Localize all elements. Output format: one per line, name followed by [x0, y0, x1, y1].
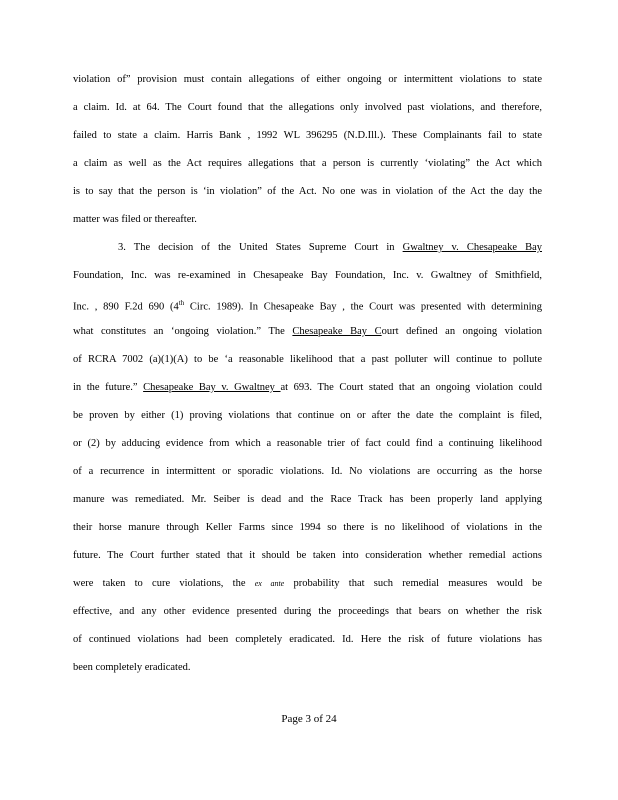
page-number-footer: Page 3 of 24: [281, 713, 337, 725]
text-line: [73, 577, 542, 590]
text-line: a claim. Id. at 64. The Court found that the allegations only involved past violations, and therefore,: [73, 102, 542, 113]
text-segment: were taken to cure violations, the: [73, 578, 255, 589]
text-line: of a recurrence in intermittent or sporadic violations. Id. No violations are occurring as the horse: [73, 466, 542, 477]
text-line: [118, 241, 542, 254]
text-line: [73, 297, 542, 314]
text-line: violation of” provision must contain allegations of either ongoing or intermittent violations to state: [73, 74, 542, 85]
case-citation: Gwaltney v. Chesapeake Bay: [402, 242, 542, 253]
text-line: of RCRA 7002 (a)(1)(A) to be ‘a reasonable likelihood that a past polluter will continue to pollute: [73, 354, 542, 365]
text-line: failed to state a claim. Harris Bank , 1992 WL 396295 (N.D.Ill.). These Complainants fail to state: [73, 130, 542, 141]
text-segment: in the future.”: [73, 382, 144, 393]
text-line: been completely eradicated.: [73, 662, 191, 673]
text-segment: Circ. 1989). In Chesapeake Bay , the Court was presented with determining: [184, 301, 542, 313]
case-citation: Chesapeake Bay v. Gwaltney: [143, 382, 281, 393]
case-citation: Chesapeake Bay C: [292, 326, 382, 337]
text-line: of continued violations had been completely eradicated. Id. Here the risk of future violations has: [73, 634, 542, 645]
text-line: their horse manure through Keller Farms since 1994 so there is no likelihood of violations in the: [73, 522, 542, 533]
text-segment: what constitutes an ‘ongoing violation.” The: [73, 326, 293, 337]
text-line: or (2) by adducing evidence from which a reasonable trier of fact could find a continuing likelihood: [73, 438, 542, 449]
text-segment: at 693. The Court stated that an ongoing violation could: [280, 382, 542, 393]
text-line: [73, 325, 542, 338]
text-segment: probability that such remedial measures would be: [284, 578, 542, 589]
text-line: [73, 381, 542, 394]
text-segment: Inc. , 890 F.2d 690 (4: [73, 301, 179, 313]
text-segment: 3. The decision of the United States Supreme Court in: [118, 242, 403, 253]
latin-term: ex ante: [254, 579, 285, 588]
superscript: th: [178, 299, 185, 307]
text-line: future. The Court further stated that it should be taken into consideration whether remedial actions: [73, 550, 542, 561]
text-line: effective, and any other evidence presented during the proceedings that bears on whether the risk: [73, 606, 542, 617]
text-segment: ourt defined an ongoing violation: [381, 326, 543, 337]
text-line: is to say that the person is ‘in violation” of the Act. No one was in violation of the Act the day the: [73, 186, 542, 197]
text-line: a claim as well as the Act requires allegations that a person is currently ‘violating” the Act which: [73, 158, 542, 169]
text-line: be proven by either (1) proving violations that continue on or after the date the complaint is filed,: [73, 410, 542, 421]
text-line: manure was remediated. Mr. Seiber is dead and the Race Track has been properly land applying: [73, 494, 542, 505]
text-line: matter was filed or thereafter.: [73, 214, 197, 225]
text-line: Foundation, Inc. was re-examined in Chesapeake Bay Foundation, Inc. v. Gwaltney of Smithfield,: [73, 270, 542, 281]
